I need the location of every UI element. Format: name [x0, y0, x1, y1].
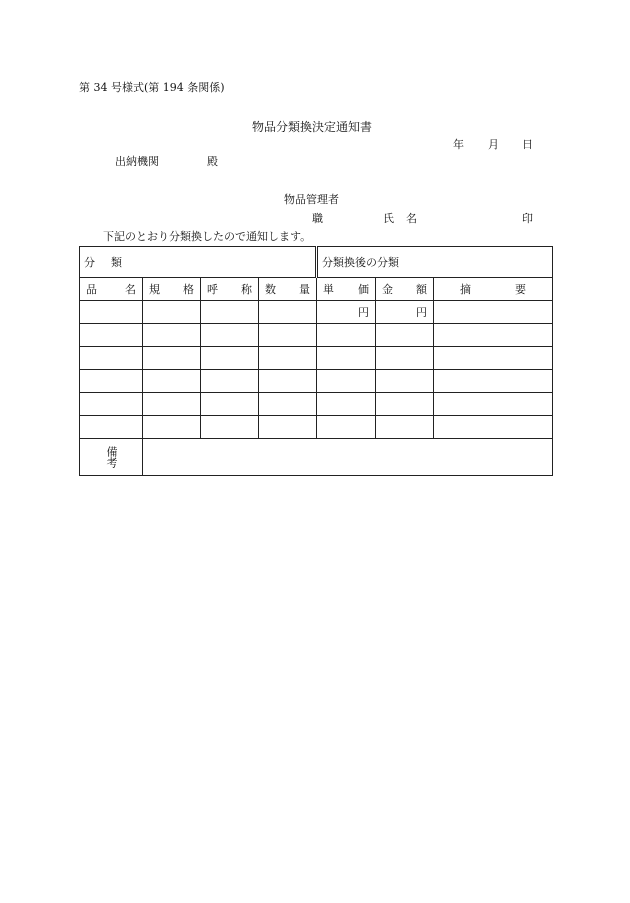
- unit-price-cell[interactable]: [317, 416, 376, 439]
- original-classification-char-1: 分: [84, 256, 95, 269]
- table-row: [80, 416, 553, 439]
- specification-cell[interactable]: [143, 416, 201, 439]
- unit-price-cell[interactable]: [317, 370, 376, 393]
- remarks-cell[interactable]: [434, 416, 553, 439]
- header-unit-price: 単 価: [317, 278, 376, 301]
- quantity-cell[interactable]: [259, 324, 317, 347]
- amount-cell[interactable]: [376, 416, 434, 439]
- form-number: 第 34 号様式(第 194 条関係): [79, 81, 225, 94]
- notice-message: 下記のとおり分類換したので通知します。: [103, 230, 312, 243]
- remarks-cell[interactable]: [434, 370, 553, 393]
- designation-cell[interactable]: [201, 393, 259, 416]
- designation-cell[interactable]: [201, 370, 259, 393]
- sender-label: 物品管理者: [284, 193, 339, 206]
- sender-position-label: 職: [312, 212, 323, 225]
- date-day-label: 日: [522, 138, 533, 151]
- table-row: [80, 393, 553, 416]
- remarks-cell[interactable]: [434, 393, 553, 416]
- biko-content-cell[interactable]: [143, 439, 553, 476]
- quantity-cell[interactable]: [259, 370, 317, 393]
- remarks-cell[interactable]: [434, 301, 553, 324]
- sender-name-label-1: 氏: [383, 212, 394, 225]
- unit-price-cell[interactable]: [317, 347, 376, 370]
- header-item-name: 品 名: [80, 278, 143, 301]
- recipient-honorific: 殿: [207, 155, 218, 168]
- after-classification-cell: [317, 247, 553, 278]
- quantity-cell[interactable]: [259, 301, 317, 324]
- recipient-label: 出納機関: [115, 155, 159, 168]
- amount-cell[interactable]: [376, 393, 434, 416]
- biko-label: 備考: [105, 446, 118, 468]
- header-amount: 金 額: [376, 278, 434, 301]
- designation-cell[interactable]: [201, 324, 259, 347]
- remarks-row: [80, 439, 553, 476]
- specification-cell[interactable]: [143, 347, 201, 370]
- designation-cell[interactable]: [201, 347, 259, 370]
- item-name-cell[interactable]: [80, 393, 143, 416]
- classification-table: [79, 246, 553, 476]
- header-designation: 呼 称: [201, 278, 259, 301]
- table-row: [80, 370, 553, 393]
- remarks-cell[interactable]: [434, 324, 553, 347]
- header-remarks: 摘 要: [434, 278, 553, 301]
- specification-cell[interactable]: [143, 370, 201, 393]
- item-name-cell[interactable]: [80, 416, 143, 439]
- unit-price-cell[interactable]: [317, 324, 376, 347]
- after-classification-label: 分類換後の分類: [322, 256, 399, 269]
- biko-label-cell: [80, 439, 143, 476]
- specification-cell[interactable]: [143, 324, 201, 347]
- amount-cell[interactable]: [376, 324, 434, 347]
- quantity-cell[interactable]: [259, 347, 317, 370]
- item-name-cell[interactable]: [80, 301, 143, 324]
- quantity-cell[interactable]: [259, 416, 317, 439]
- amount-cell[interactable]: [376, 301, 434, 324]
- header-quantity: 数 量: [259, 278, 317, 301]
- quantity-cell[interactable]: [259, 393, 317, 416]
- table-row: [80, 347, 553, 370]
- date-year-label: 年: [453, 138, 464, 151]
- remarks-cell[interactable]: [434, 347, 553, 370]
- amount-cell[interactable]: [376, 347, 434, 370]
- document-title: 物品分類換決定通知書: [252, 120, 373, 134]
- item-name-cell[interactable]: [80, 370, 143, 393]
- yen-unit: 円: [416, 306, 427, 319]
- unit-price-cell[interactable]: [317, 301, 376, 324]
- specification-cell[interactable]: [143, 393, 201, 416]
- seal-mark: 印: [522, 212, 533, 225]
- original-classification-char-2: 類: [111, 256, 122, 269]
- date-month-label: 月: [488, 138, 499, 151]
- header-row: [80, 278, 553, 301]
- sender-name-label-2: 名: [406, 212, 417, 225]
- designation-cell[interactable]: [201, 416, 259, 439]
- header-specification: 規 格: [143, 278, 201, 301]
- item-name-cell[interactable]: [80, 347, 143, 370]
- specification-cell[interactable]: [143, 301, 201, 324]
- unit-price-cell[interactable]: [317, 393, 376, 416]
- designation-cell[interactable]: [201, 301, 259, 324]
- yen-unit: 円: [358, 306, 369, 319]
- table-row: [80, 301, 553, 324]
- item-name-cell[interactable]: [80, 324, 143, 347]
- table-row: [80, 324, 553, 347]
- classification-row: [80, 247, 553, 278]
- amount-cell[interactable]: [376, 370, 434, 393]
- original-classification-cell: [80, 247, 317, 278]
